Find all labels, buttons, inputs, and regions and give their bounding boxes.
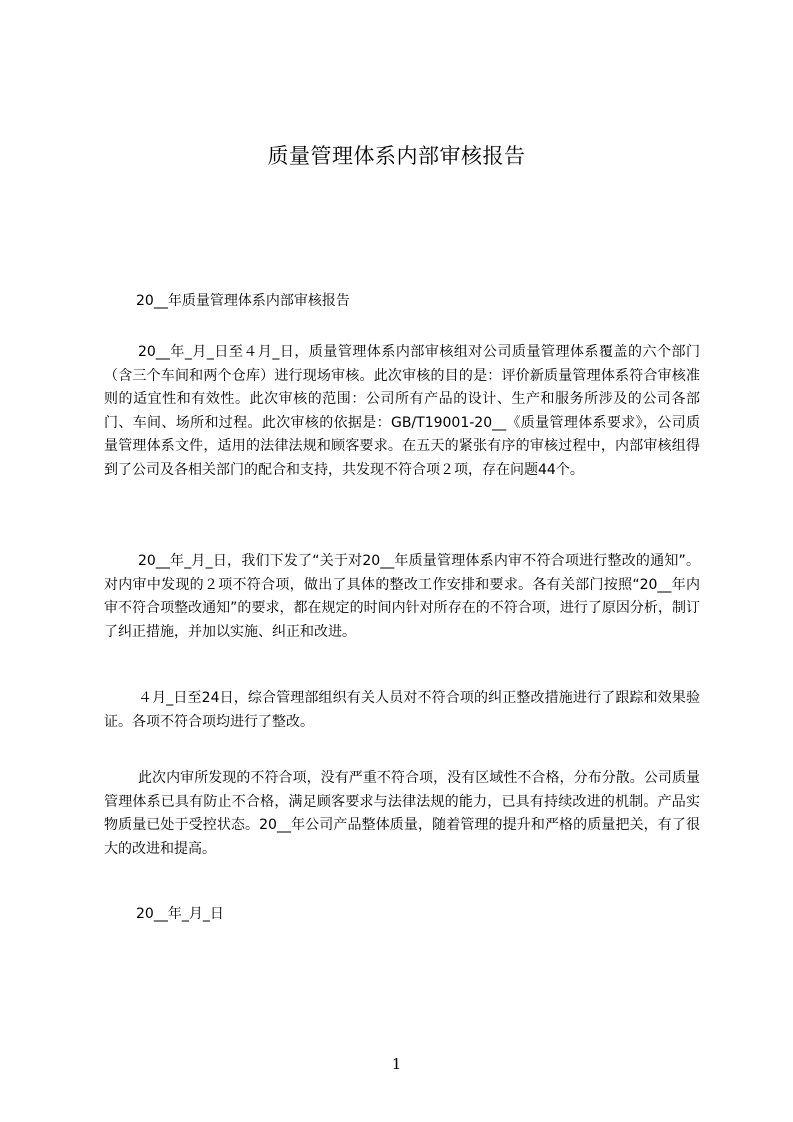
report-subtitle: 20__年质量管理体系内部审核报告 <box>136 293 350 309</box>
paragraph-verification: ４月_日至24日，综合管理部组织有关人员对不符合项的纠正整改措施进行了跟踪和效果验证。各项不符合项均进行了整改。 <box>104 690 700 730</box>
report-date: 20__年_月_日 <box>136 906 224 922</box>
paragraph-rectification-notice: 20__年_月_日，我们下发了“关于对20__年质量管理体系内审不符合项进行整改的通知”。对内审中发现的２项不符合项，做出了具体的整改工作安排和要求。各有关部门按照“20__年内审不符合项整改通知”的要求，都在规定的时间内针对所存在的不符合项，进行了原因分析，制订了纠正措施，并加以实施、纠正和改进。 <box>104 553 700 640</box>
paragraph-conclusion: 此次内审所发现的不符合项，没有严重不符合项，没有区域性不合格，分布分散。公司质量管理体系已具有防止不合格，满足顾客要求与法律法规的能力，已具有持续改进的机制。产品实物质量已处于受控状态。20__年公司产品整体质量，随着管理的提升和严格的质量把关，有了很大的改进和提高。 <box>104 770 700 857</box>
paragraph-audit-overview: 20__年_月_日至４月_日，质量管理体系内部审核组对公司质量管理体系覆盖的六个部门（含三个车间和两个仓库）进行现场审核。此次审核的目的是：评价新质量管理体系符合审核准则的适宜性和有效性。此次审核的范围：公司所有产品的设计、生产和服务所涉及的公司各部门、车间、场所和过程。此次审核的依据是：GB/T19001-20__《质量管理体系要求》，公司质量管理体系文件，适用的法律法规和顾客要求。在五天的紧张有序的审核过程中，内部审核组得到了公司及各相关部门的配合和支持，共发现不符合项２项，存在问题44个。 <box>104 344 700 478</box>
page-number: 1 <box>391 1055 402 1073</box>
document-title: 质量管理体系内部审核报告 <box>267 144 526 168</box>
